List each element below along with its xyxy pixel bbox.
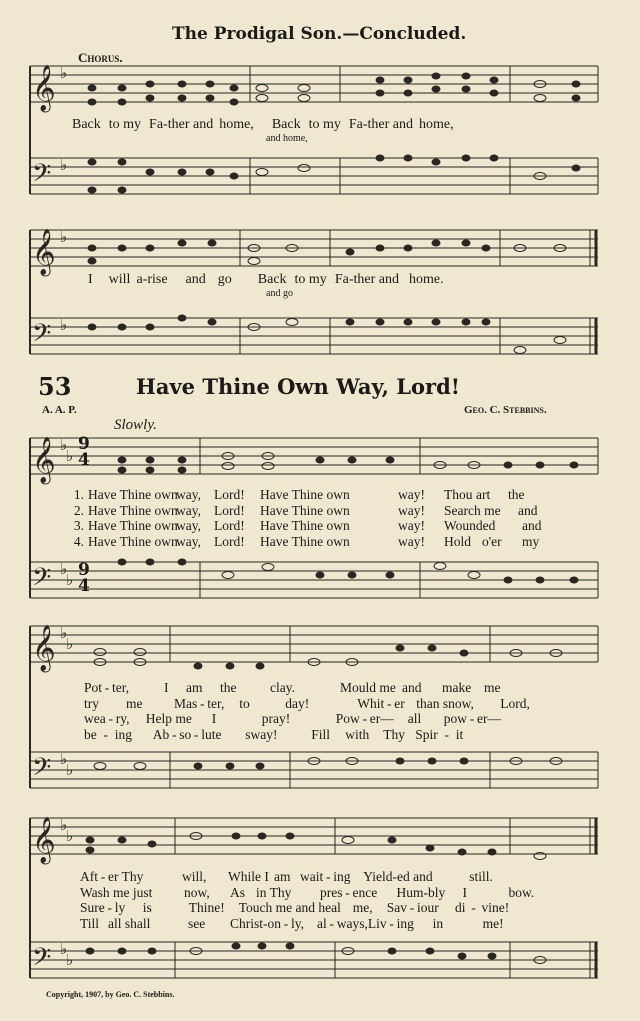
verse-line: Till all shall see Christ-on - ly, al - ways,Liv - ing in me! — [80, 915, 504, 931]
svg-text:♭: ♭ — [60, 228, 68, 246]
hymn-system3-verses — [80, 869, 534, 931]
time-signature-bass: 9 4 — [78, 560, 90, 596]
hymn-title: Have Thine Own Way, Lord! — [136, 374, 461, 399]
treble-clef-icon: 𝄞 — [32, 229, 56, 275]
time-signature-treble: 9 4 — [78, 434, 90, 470]
treble-clef-icon: 𝄞 — [32, 625, 56, 671]
svg-text:♭: ♭ — [66, 635, 74, 653]
verse-line: 4. Have Thine ownway, Lord! Have Thine own way! Hold o'er my — [73, 533, 540, 549]
verse-line: wea - ry, Help me I pray! Pow - er— all pow - er— — [84, 711, 501, 726]
svg-text:♭: ♭ — [60, 750, 68, 768]
svg-text:♭: ♭ — [66, 951, 74, 969]
svg-text:♭: ♭ — [60, 560, 68, 578]
chorus-line2-lyrics: I will a-rise and go Back to my Fa-ther and home. — [88, 272, 444, 287]
hymn-system3-bass-staff — [30, 942, 598, 978]
treble-clef-icon: 𝄞 — [32, 437, 56, 483]
svg-text:♭: ♭ — [66, 827, 74, 845]
copyright-notice: Copyright, 1907, by Geo. C. Stebbins. — [46, 990, 175, 999]
verse-line: 2. Have Thine ownway, Lord! Have Thine own way! Search me and — [73, 502, 538, 518]
tempo-marking: Slowly. — [114, 417, 157, 433]
chorus-line2-alto-words: and go — [266, 288, 293, 299]
hymn-system1-bass-staff — [30, 562, 598, 598]
hymn-system2-verses — [84, 680, 530, 742]
bass-clef-icon: 𝄢 — [32, 159, 52, 194]
svg-text:♭: ♭ — [60, 816, 68, 834]
verse-line: Pot - ter, I am the clay. Mould me and make me — [84, 680, 501, 695]
bass-clef-icon: 𝄢 — [32, 563, 52, 598]
hymn-system1-verses — [64, 487, 542, 549]
chorus-system2-treble-staff — [30, 230, 598, 266]
bass-clef-icon: 𝄢 — [32, 753, 52, 788]
hymn-system3-treble-staff — [30, 818, 598, 854]
chorus-line1-lyrics: Back to my Fa-ther and home, Back to my Fa-ther and home, — [72, 117, 454, 132]
hymn-composer: Geo. C. Stebbins. — [464, 404, 547, 416]
svg-text:♭: ♭ — [66, 447, 74, 465]
hymn-number: 53 — [38, 372, 72, 401]
chorus-label: Chorus. — [78, 50, 123, 65]
prev-hymn-title: The Prodigal Son.—Concluded. — [172, 24, 467, 44]
svg-text:♭: ♭ — [60, 316, 68, 334]
verse-line: 3. Have Thine ownway, Lord! Have Thine own way! Wounded and — [73, 518, 542, 533]
bass-clef-icon: 𝄢 — [32, 943, 52, 978]
chorus-system1-bass-staff — [30, 158, 598, 194]
chorus-line1-alto-words: and home, — [266, 133, 308, 144]
hymn-system1-treble-staff — [30, 434, 598, 474]
svg-text:♭: ♭ — [60, 624, 68, 642]
chorus-system1-treble-staff — [30, 66, 598, 102]
svg-text:♭: ♭ — [66, 571, 74, 589]
treble-clef-icon: 𝄞 — [32, 817, 56, 863]
svg-text:♭: ♭ — [60, 436, 68, 454]
chorus-system2-bass-staff — [30, 318, 598, 354]
verse-line: Sure - ly is Thine! Touch me and heal me, Sav - iour di - vine! — [80, 900, 510, 915]
verse-line: Wash me just now, As in Thy pres - ence Hum-bly I bow. — [80, 884, 535, 900]
svg-text:♭: ♭ — [60, 64, 68, 82]
svg-text:♭: ♭ — [60, 156, 68, 174]
verse-line: try me Mas - ter, to day! Whit - er than snow, Lord, — [84, 695, 530, 711]
verse-line: Aft - er Thy will, While I am wait - ing Yield-ed and still. — [80, 869, 493, 884]
verse-line: be - ing Ab - so - lute sway! Fill with Thy Spir - it — [84, 726, 464, 742]
verse-line: 1. Have Thine ownway, Lord! Have Thine own way! Thou art the — [73, 487, 525, 502]
treble-clef-icon: 𝄞 — [32, 65, 56, 111]
svg-text:♭: ♭ — [66, 761, 74, 779]
bass-clef-icon: 𝄢 — [32, 319, 52, 354]
hymn-system2-treble-staff — [30, 626, 598, 662]
svg-text:♭: ♭ — [60, 940, 68, 958]
hymn-author: A. A. P. — [42, 404, 77, 416]
